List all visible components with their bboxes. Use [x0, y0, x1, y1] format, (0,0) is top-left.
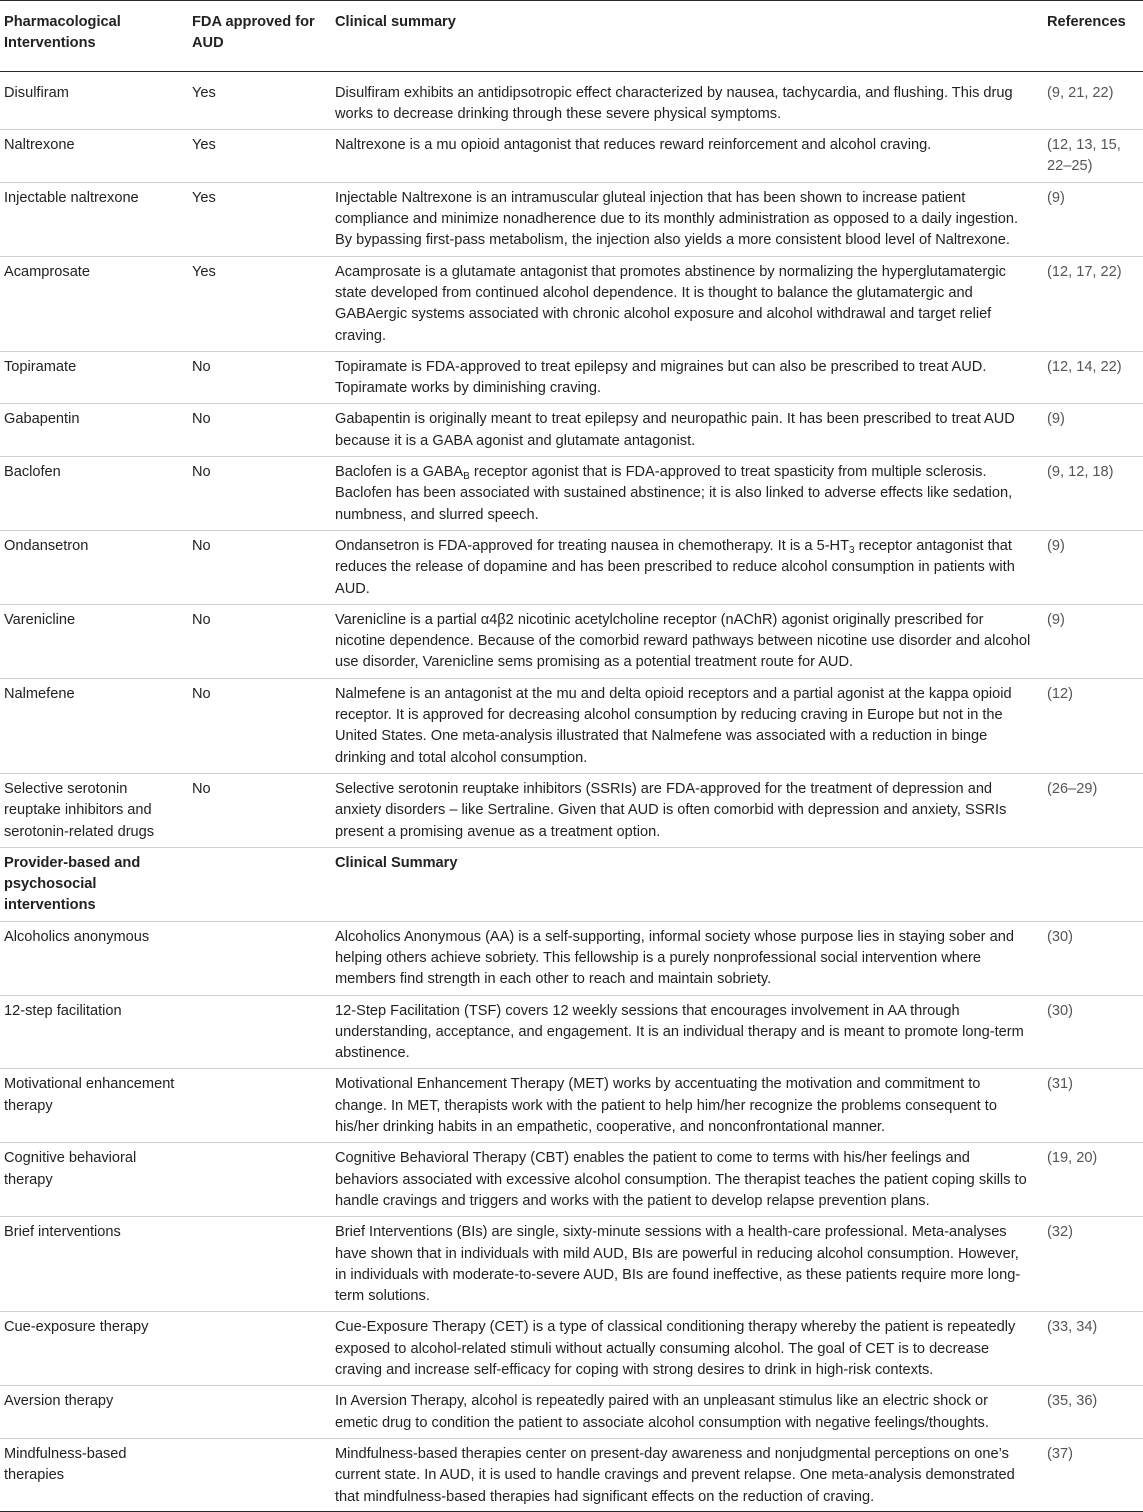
- references-cell: (31): [1040, 1069, 1143, 1143]
- table-row: [0, 995, 1143, 1069]
- intervention-name: Baclofen: [0, 457, 192, 531]
- table-row: [0, 404, 1143, 457]
- references-cell: (9, 12, 18): [1040, 457, 1143, 531]
- table-row: [0, 457, 1143, 531]
- header-fda-approved: FDA approved for AUD: [192, 1, 328, 72]
- table-row: [0, 182, 1143, 256]
- intervention-name: Alcoholics anonymous: [0, 921, 192, 995]
- references-cell: (9): [1040, 530, 1143, 604]
- references-cell: (12, 17, 22): [1040, 256, 1143, 351]
- clinical-summary: Naltrexone is a mu opioid antagonist that reduces reward reinforcement and alcohol craving.: [328, 130, 1040, 183]
- references-cell: (37): [1040, 1438, 1143, 1511]
- clinical-summary: Motivational Enhancement Therapy (MET) works by accentuating the motivation and commitment to change. In MET, therapists work with the patient to help him/her recognize the problems consequent to his/her drinking habits in an empathetic, cooperative, and nonconfrontational manner.: [328, 1069, 1040, 1143]
- table-row: [0, 1143, 1143, 1217]
- references-cell: (26–29): [1040, 773, 1143, 847]
- table-row: [0, 530, 1143, 604]
- table-row: [0, 678, 1143, 773]
- clinical-summary: Alcoholics Anonymous (AA) is a self-supporting, informal society whose purpose lies in staying sober and helping others achieve sobriety. This fellowship is a purely nonprofessional social intervention where members find strength in each other to reach and maintain sobriety.: [328, 921, 1040, 995]
- intervention-name: Motivational enhancement therapy: [0, 1069, 192, 1143]
- fda-approved-value: No: [192, 604, 328, 678]
- header-intervention: Pharmacological Interventions: [0, 1, 192, 72]
- intervention-name: Gabapentin: [0, 404, 192, 457]
- fda-approved-empty: [192, 995, 328, 1069]
- fda-approved-empty: [192, 1438, 328, 1511]
- header-row: [0, 1, 1143, 72]
- references-cell: (32): [1040, 1217, 1143, 1312]
- table-row: [0, 1312, 1143, 1386]
- references-cell: (9): [1040, 604, 1143, 678]
- summary-subscript: 3: [849, 544, 855, 556]
- table-body: [0, 71, 1143, 1511]
- fda-approved-value: No: [192, 351, 328, 404]
- section-fda-empty: [192, 847, 328, 921]
- fda-approved-empty: [192, 1386, 328, 1439]
- fda-approved-value: Yes: [192, 256, 328, 351]
- summary-text: receptor agonist that is FDA-approved to treat spasticity from multiple sclerosis. Baclofen has been associated with sustained abstinence; it is also linked to adverse effects like sedation, numbness, and slurred speech.: [335, 464, 1013, 523]
- clinical-summary: Cognitive Behavioral Therapy (CBT) enables the patient to come to terms with his/her feelings and behaviors associated with excessive alcohol consumption. The therapist teaches the patient coping skills to handle cravings and triggers and works with the patient to develop relapse prevention plans.: [328, 1143, 1040, 1217]
- table-row: [0, 921, 1143, 995]
- clinical-summary: Brief Interventions (BIs) are single, sixty-minute sessions with a health-care professional. Meta-analyses have shown that in individuals with mild AUD, BIs are powerful in reducing alcohol consumption. However, in individuals with moderate-to-severe AUD, BIs are found ineffective, as these patients require more long-term solutions.: [328, 1217, 1040, 1312]
- intervention-name: Topiramate: [0, 351, 192, 404]
- fda-approved-empty: [192, 1217, 328, 1312]
- fda-approved-value: No: [192, 457, 328, 531]
- references-cell: (12): [1040, 678, 1143, 773]
- section-references-empty: [1040, 847, 1143, 921]
- references-cell: (9, 21, 22): [1040, 71, 1143, 130]
- clinical-summary: In Aversion Therapy, alcohol is repeatedly paired with an unpleasant stimulus like an electric shock or emetic drug to condition the patient to associate alcohol consumption with negative feelings/thoughts.: [328, 1386, 1040, 1439]
- header-clinical-summary: Clinical summary: [328, 1, 1040, 72]
- clinical-summary: [328, 530, 1040, 604]
- intervention-name: Aversion therapy: [0, 1386, 192, 1439]
- intervention-name: Injectable naltrexone: [0, 182, 192, 256]
- table-row: [0, 351, 1143, 404]
- fda-approved-value: Yes: [192, 71, 328, 130]
- table-row: [0, 604, 1143, 678]
- clinical-summary: Topiramate is FDA-approved to treat epilepsy and migraines but can also be prescribed to treat AUD. Topiramate works by diminishing craving.: [328, 351, 1040, 404]
- section-header-row: [0, 847, 1143, 921]
- clinical-summary: Disulfiram exhibits an antidipsotropic effect characterized by nausea, tachycardia, and flushing. This drug works to decrease drinking through these severe physical symptoms.: [328, 71, 1040, 130]
- intervention-name: Naltrexone: [0, 130, 192, 183]
- section-summary-header: Clinical Summary: [328, 847, 1040, 921]
- table-row: [0, 1386, 1143, 1439]
- summary-text: Ondansetron is FDA-approved for treating nausea in chemotherapy. It is a 5-HT: [335, 537, 850, 554]
- summary-text: Baclofen is a GABA: [335, 464, 464, 481]
- table-row: [0, 256, 1143, 351]
- fda-approved-empty: [192, 1069, 328, 1143]
- table-header: [0, 1, 1143, 72]
- clinical-summary: 12-Step Facilitation (TSF) covers 12 weekly sessions that encourages involvement in AA through understanding, acceptance, and engagement. It is an individual therapy and is meant to promote long-term abstinence.: [328, 995, 1040, 1069]
- fda-approved-value: No: [192, 404, 328, 457]
- header-references: References: [1040, 1, 1143, 72]
- fda-approved-empty: [192, 1312, 328, 1386]
- fda-approved-value: Yes: [192, 130, 328, 183]
- fda-approved-value: No: [192, 773, 328, 847]
- intervention-name: 12-step facilitation: [0, 995, 192, 1069]
- references-cell: (12, 14, 22): [1040, 351, 1143, 404]
- clinical-summary: Selective serotonin reuptake inhibitors (SSRIs) are FDA-approved for the treatment of depression and anxiety disorders – like Sertraline. Given that AUD is often comorbid with depression and anxiety, SSRIs present a promising avenue as a treatment option.: [328, 773, 1040, 847]
- intervention-name: Acamprosate: [0, 256, 192, 351]
- fda-approved-value: No: [192, 678, 328, 773]
- references-cell: (30): [1040, 921, 1143, 995]
- clinical-summary: Injectable Naltrexone is an intramuscular gluteal injection that has been shown to increase patient compliance and minimize nonadherence due to its monthly administration as opposed to a daily ingestion. By bypassing first-pass metabolism, the injection also yields a more consistent blood level of Naltrexone.: [328, 182, 1040, 256]
- fda-approved-value: No: [192, 530, 328, 604]
- references-cell: (30): [1040, 995, 1143, 1069]
- fda-approved-empty: [192, 1143, 328, 1217]
- intervention-name: Nalmefene: [0, 678, 192, 773]
- intervention-name: Mindfulness-based therapies: [0, 1438, 192, 1511]
- clinical-summary: Nalmefene is an antagonist at the mu and delta opioid receptors and a partial agonist at the kappa opioid receptor. It is approved for decreasing alcohol consumption by reducing craving in Europe but not in the United States. One meta-analysis illustrated that Nalmefene was associated with a reduction in binge drinking and total alcohol consumption.: [328, 678, 1040, 773]
- summary-text: receptor antagonist that reduces the release of dopamine and has been prescribed to reduce alcohol consumption in patients with AUD.: [335, 537, 1015, 597]
- clinical-summary: Mindfulness-based therapies center on present-day awareness and nonjudgmental perceptions on one’s current state. In AUD, it is used to handle cravings and prevent relapse. One meta-analysis demonstrated that mindfulness-based therapies had significant effects on the reduction of craving.: [328, 1438, 1040, 1511]
- section-title: Provider-based and psychosocial interventions: [0, 847, 192, 921]
- references-cell: (35, 36): [1040, 1386, 1143, 1439]
- clinical-summary: Gabapentin is originally meant to treat epilepsy and neuropathic pain. It has been prescribed to treat AUD because it is a GABA agonist and glutamate antagonist.: [328, 404, 1040, 457]
- table-row: [0, 1438, 1143, 1511]
- summary-subscript: B: [463, 471, 470, 483]
- table-row: [0, 71, 1143, 130]
- references-cell: (19, 20): [1040, 1143, 1143, 1217]
- table-row: [0, 773, 1143, 847]
- fda-approved-value: Yes: [192, 182, 328, 256]
- clinical-summary: Cue-Exposure Therapy (CET) is a type of classical conditioning therapy whereby the patient is repeatedly exposed to alcohol-related stimuli without actually consuming alcohol. The goal of CET is to decrease craving and increase self-efficacy for coping with strong desires to drink in high-risk contexts.: [328, 1312, 1040, 1386]
- intervention-name: Disulfiram: [0, 71, 192, 130]
- intervention-name: Cue-exposure therapy: [0, 1312, 192, 1386]
- intervention-name: Cognitive behavioral therapy: [0, 1143, 192, 1217]
- intervention-name: Brief interventions: [0, 1217, 192, 1312]
- references-cell: (9): [1040, 404, 1143, 457]
- references-cell: (33, 34): [1040, 1312, 1143, 1386]
- references-cell: (9): [1040, 182, 1143, 256]
- references-cell: (12, 13, 15, 22–25): [1040, 130, 1143, 183]
- table-row: [0, 1217, 1143, 1312]
- intervention-name: Varenicline: [0, 604, 192, 678]
- clinical-summary: Acamprosate is a glutamate antagonist that promotes abstinence by normalizing the hyperglutamatergic state developed from continued alcohol dependence. It is thought to balance the glutamatergic and GABAergic systems associated with chronic alcohol exposure and alcohol withdrawal and target relief craving.: [328, 256, 1040, 351]
- intervention-name: Selective serotonin reuptake inhibitors and serotonin-related drugs: [0, 773, 192, 847]
- clinical-summary: Varenicline is a partial α4β2 nicotinic acetylcholine receptor (nAChR) agonist originally prescribed for nicotine dependence. Because of the comorbid reward pathways between nicotine use disorder and alcohol use disorder, Varenicline sems promising as a potential treatment route for AUD.: [328, 604, 1040, 678]
- clinical-summary: [328, 457, 1040, 531]
- table-row: [0, 1069, 1143, 1143]
- table-row: [0, 130, 1143, 183]
- fda-approved-empty: [192, 921, 328, 995]
- intervention-name: Ondansetron: [0, 530, 192, 604]
